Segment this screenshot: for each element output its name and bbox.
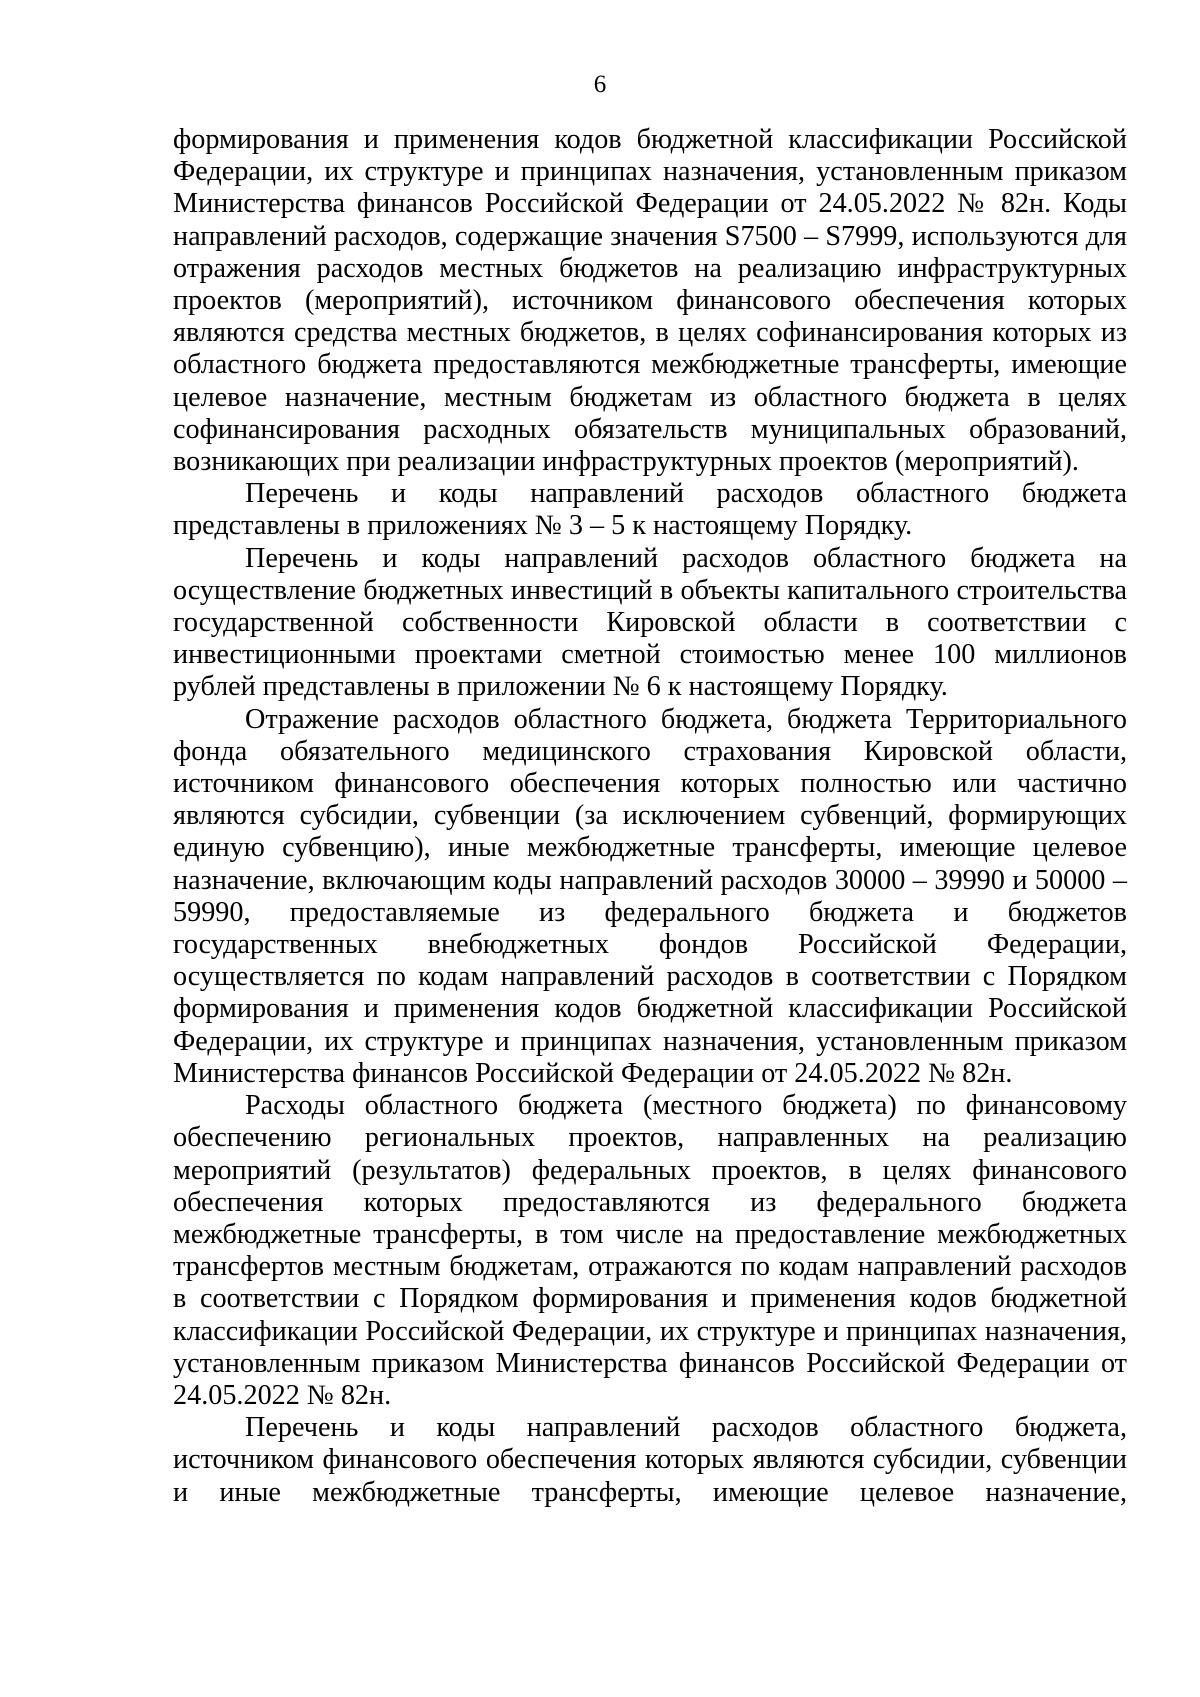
- paragraph-list-continued: Перечень и коды направлений расходов областного бюджета, источником финансового обеспечения которых являются субсидии, субвенции и иные межбюджетные трансферты, имеющие целевое назначение,: [173, 1412, 1127, 1508]
- paragraph-regional-projects: Расходы областного бюджета (местного бюджета) по финансовому обеспечению региональных проектов, направленных на реализацию мероприятий (результатов) федеральных проектов, в целях финансового обеспечения которых предоставляются из федерального бюджета межбюджетные трансферты, в том числе на предоставление межбюджетных трансфертов местным бюджетам, отражаются по кодам направлений расходов в соответствии с Порядком формирования и применения кодов бюджетной классификации Российской Федерации, их структуре и принципах назначения, установленным приказом Министерства финансов Российской Федерации от 24.05.2022 № 82н.: [173, 1090, 1127, 1411]
- paragraph-federal-transfers: Отражение расходов областного бюджета, бюджета Территориального фонда обязательного медицинского страхования Кировской области, источником финансового обеспечения которых полностью или частично являются субсидии, субвенции (за исключением субвенций, формирующих единую субвенцию), иные межбюджетные трансферты, имеющие целевое назначение, включающим коды направлений расходов 30000 – 39990 и 50000 – 59990, предоставляемые из федерального бюджета и бюджетов государственных внебюджетных фондов Российской Федерации, осуществляется по кодам направлений расходов в соответствии с Порядком формирования и применения кодов бюджетной классификации Российской Федерации, их структуре и принципах назначения, установленным приказом Министерства финансов Российской Федерации от 24.05.2022 № 82н.: [173, 703, 1127, 1089]
- paragraph-continuation: формирования и применения кодов бюджетной классификации Российской Федерации, их структуре и принципах назначения, установленным приказом Министерства финансов Российской Федерации от 24.05.2022 № 82н. Коды направлений расходов, содержащие значения S7500 – S7999, используются для отражения расходов местных бюджетов на реализацию инфраструктурных проектов (мероприятий), источником финансового обеспечения которых являются средства местных бюджетов, в целях софинансирования которых из областного бюджета предоставляются межбюджетные трансферты, имеющие целевое назначение, местным бюджетам из областного бюджета в целях софинансирования расходных обязательств муниципальных образований, возникающих при реализации инфраструктурных проектов (мероприятий).: [173, 124, 1127, 478]
- paragraph-appendix-6: Перечень и коды направлений расходов областного бюджета на осуществление бюджетных инвестиций в объекты капитального строительства государственной собственности Кировской области в соответствии с инвестиционными проектами сметной стоимостью менее 100 миллионов рублей представлены в приложении № 6 к настоящему Порядку.: [173, 542, 1127, 703]
- document-body: [173, 124, 1127, 1509]
- paragraph-appendices-3-5: Перечень и коды направлений расходов областного бюджета представлены в приложениях № 3 – 5 к настоящему Порядку.: [173, 478, 1127, 542]
- page-number: 6: [593, 71, 607, 98]
